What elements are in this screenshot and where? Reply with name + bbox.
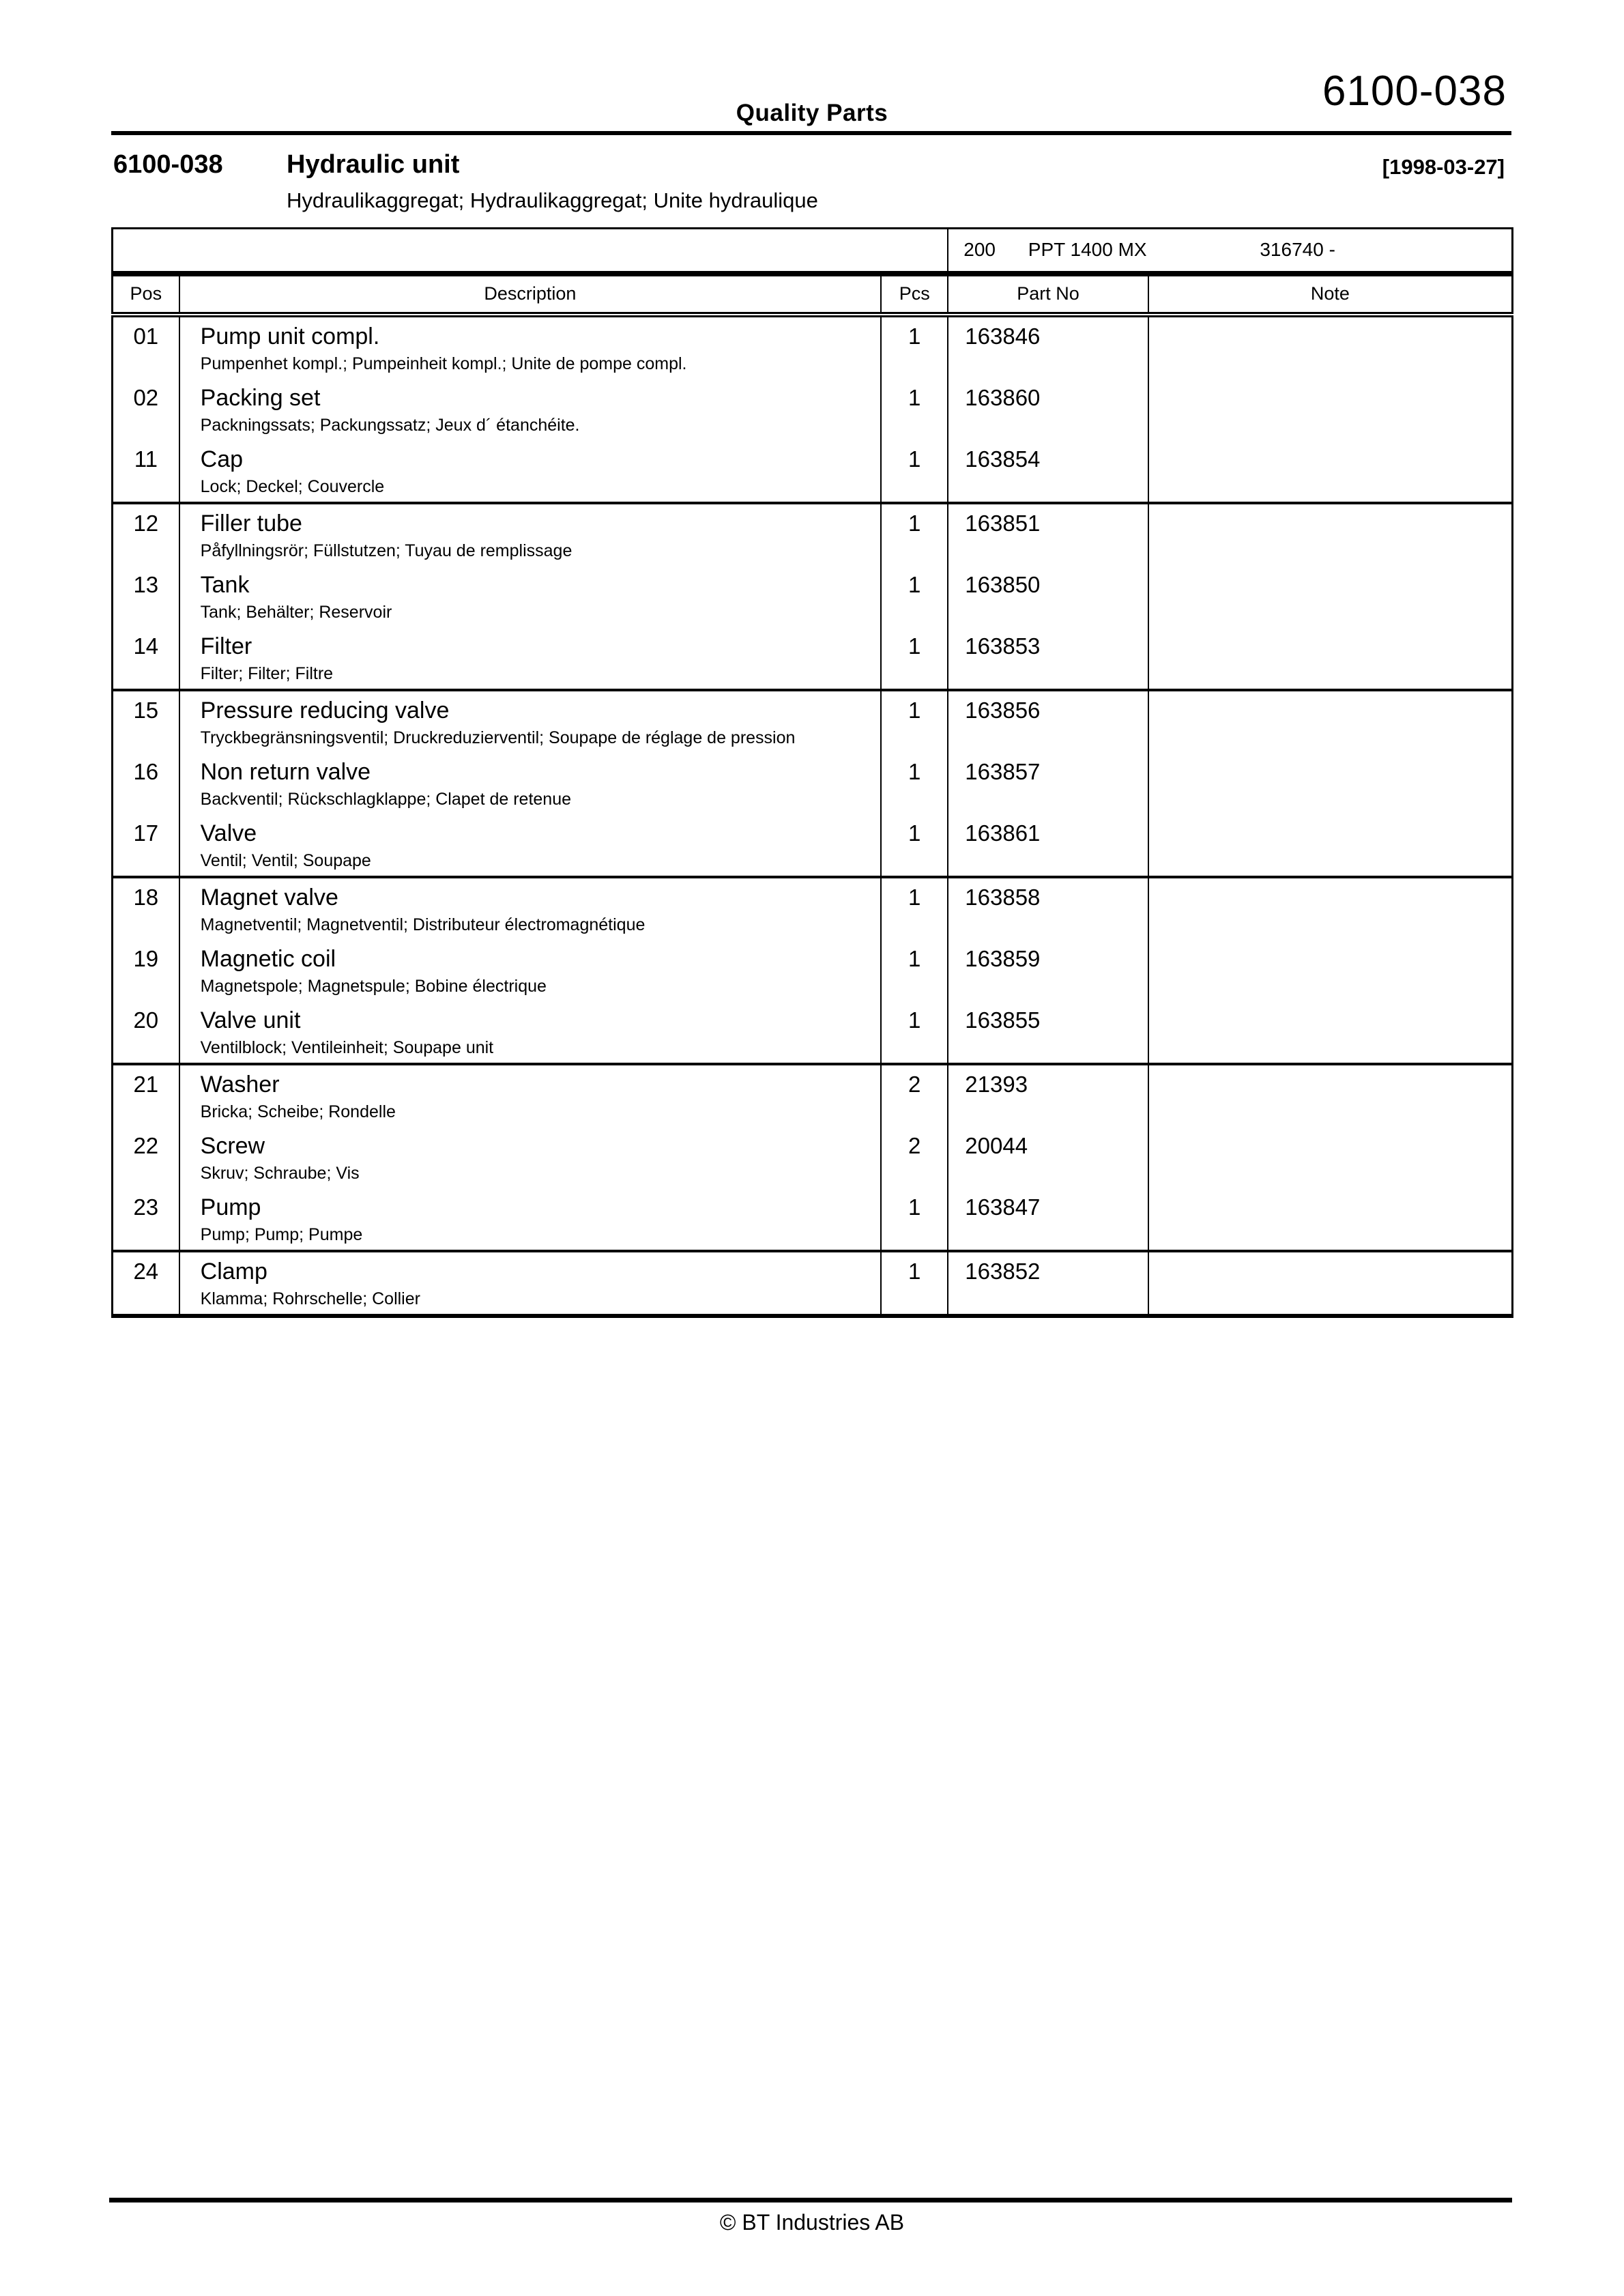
part-note bbox=[1148, 1127, 1513, 1188]
part-title: Screw bbox=[200, 1132, 265, 1159]
part-subtitle: Ventil; Ventil; Soupape bbox=[200, 850, 371, 870]
part-pcs: 1 bbox=[881, 940, 948, 1001]
part-description-cell bbox=[179, 440, 881, 503]
part-description-cell bbox=[179, 315, 881, 379]
part-subtitle: Tank; Behälter; Reservoir bbox=[200, 602, 392, 622]
part-pos: 20 bbox=[113, 1001, 179, 1064]
part-subtitle: Filter; Filter; Filtre bbox=[200, 663, 334, 683]
part-number: 163853 bbox=[948, 627, 1148, 690]
part-pos: 17 bbox=[113, 814, 179, 877]
part-title: Clamp bbox=[200, 1258, 267, 1285]
part-row bbox=[113, 690, 1513, 753]
part-note bbox=[1148, 1001, 1513, 1064]
part-title: Cap bbox=[200, 446, 244, 472]
section-heading bbox=[113, 150, 1511, 184]
part-description-cell bbox=[179, 1064, 881, 1127]
part-title: Pump bbox=[200, 1194, 261, 1220]
part-description-cell bbox=[179, 1188, 881, 1251]
part-pos: 13 bbox=[133, 571, 159, 597]
part-title: Tank bbox=[200, 571, 250, 598]
part-number: 163851 bbox=[948, 503, 1148, 566]
part-pos: 21 bbox=[133, 1071, 159, 1097]
part-row bbox=[113, 940, 1513, 1001]
part-pcs: 2 bbox=[881, 1127, 948, 1188]
parts-group bbox=[113, 503, 1513, 690]
page-header-title: Quality Parts bbox=[736, 100, 888, 126]
model-code: 200 bbox=[963, 239, 996, 261]
part-description-cell bbox=[179, 1127, 881, 1188]
part-pos: 01 bbox=[133, 323, 159, 349]
part-description-cell bbox=[179, 877, 881, 940]
part-subtitle: Skruv; Schraube; Vis bbox=[200, 1163, 360, 1183]
part-title: Filler tube bbox=[200, 510, 302, 536]
part-row bbox=[113, 1188, 1513, 1251]
part-subtitle: Ventilblock; Ventileinheit; Soupape unit bbox=[200, 1037, 494, 1057]
part-note bbox=[1148, 315, 1513, 379]
column-header-pos: Pos bbox=[113, 274, 179, 315]
part-note bbox=[1148, 1188, 1513, 1251]
part-subtitle: Bricka; Scheibe; Rondelle bbox=[200, 1102, 396, 1121]
part-pos: 11 bbox=[113, 440, 179, 503]
part-description-cell bbox=[179, 627, 881, 690]
part-row bbox=[113, 877, 1513, 940]
part-subtitle: Pump; Pump; Pumpe bbox=[200, 1224, 363, 1244]
section-title: Hydraulic unit bbox=[287, 150, 460, 179]
part-row bbox=[113, 503, 1513, 566]
part-subtitle: Magnetventil; Magnetventil; Distributeur électromagnétique bbox=[200, 915, 646, 934]
part-number: 163852 bbox=[948, 1251, 1148, 1316]
part-title: Filter bbox=[200, 633, 252, 659]
part-note bbox=[1148, 566, 1513, 627]
part-row bbox=[113, 814, 1513, 877]
part-note bbox=[1148, 877, 1513, 940]
part-pos: 16 bbox=[133, 758, 159, 784]
part-note bbox=[1148, 627, 1513, 690]
model-name: PPT 1400 MX bbox=[1028, 239, 1147, 261]
part-pcs: 1 bbox=[881, 315, 948, 379]
column-header-part-no: Part No bbox=[948, 274, 1148, 315]
part-note bbox=[1148, 940, 1513, 1001]
part-pcs: 1 bbox=[881, 814, 948, 877]
part-subtitle: Klamma; Rohrschelle; Collier bbox=[200, 1289, 420, 1308]
part-number: 163860 bbox=[948, 379, 1148, 440]
part-title: Washer bbox=[200, 1071, 280, 1097]
part-pcs: 1 bbox=[881, 440, 948, 503]
part-subtitle: Tryckbegränsningsventil; Druckreduzierventil; Soupape de réglage de pression bbox=[200, 728, 796, 747]
part-description-cell bbox=[179, 1001, 881, 1064]
part-pcs: 2 bbox=[881, 1064, 948, 1127]
part-number: 163854 bbox=[948, 440, 1148, 503]
part-row bbox=[113, 1064, 1513, 1127]
part-row bbox=[113, 379, 1513, 440]
part-row bbox=[113, 566, 1513, 627]
part-description-cell bbox=[179, 566, 881, 627]
part-pcs: 1 bbox=[881, 1188, 948, 1251]
part-pos: 24 bbox=[113, 1251, 179, 1316]
part-note bbox=[1148, 440, 1513, 503]
part-title: Pressure reducing valve bbox=[200, 697, 450, 723]
part-row bbox=[113, 440, 1513, 503]
parts-group bbox=[113, 1251, 1513, 1316]
part-title: Magnet valve bbox=[200, 884, 338, 910]
part-number: 163855 bbox=[948, 1001, 1148, 1064]
part-pos: 19 bbox=[133, 945, 159, 971]
part-row bbox=[113, 1001, 1513, 1064]
model-row-info-cell bbox=[948, 229, 1512, 274]
part-title: Valve bbox=[200, 820, 257, 846]
part-pcs: 1 bbox=[881, 690, 948, 753]
part-number: 163861 bbox=[948, 814, 1148, 877]
part-number: 163857 bbox=[948, 753, 1148, 814]
part-number: 163858 bbox=[948, 877, 1148, 940]
footer-rule bbox=[109, 2198, 1512, 2202]
part-subtitle: Påfyllningsrör; Füllstutzen; Tuyau de remplissage bbox=[200, 541, 572, 560]
model-row-empty-cell bbox=[113, 229, 948, 274]
part-row bbox=[113, 627, 1513, 690]
part-description-cell bbox=[179, 940, 881, 1001]
part-number: 163847 bbox=[948, 1188, 1148, 1251]
part-pcs: 1 bbox=[881, 627, 948, 690]
column-header-description: Description bbox=[179, 274, 881, 315]
parts-group bbox=[113, 315, 1513, 503]
part-note bbox=[1148, 753, 1513, 814]
part-pcs: 1 bbox=[881, 566, 948, 627]
part-note bbox=[1148, 503, 1513, 566]
part-pcs: 1 bbox=[881, 877, 948, 940]
parts-table-head bbox=[113, 229, 1513, 315]
parts-group bbox=[113, 877, 1513, 1064]
section-subtitle: Hydraulikaggregat; Hydraulikaggregat; Unite hydraulique bbox=[287, 188, 818, 212]
model-serial-range: 316740 - bbox=[1260, 239, 1335, 261]
part-pcs: 1 bbox=[881, 1001, 948, 1064]
part-pos: 12 bbox=[133, 510, 159, 536]
part-description-cell bbox=[179, 1251, 881, 1316]
column-header-row bbox=[113, 274, 1513, 315]
part-pos: 15 bbox=[133, 697, 159, 723]
part-pos: 23 bbox=[113, 1188, 179, 1251]
revision-date: [1998-03-27] bbox=[1382, 155, 1505, 179]
part-description-cell bbox=[179, 814, 881, 877]
part-description-cell bbox=[179, 753, 881, 814]
part-title: Packing set bbox=[200, 384, 321, 411]
part-note bbox=[1148, 814, 1513, 877]
part-pos: 22 bbox=[133, 1132, 159, 1158]
part-description-cell bbox=[179, 503, 881, 566]
part-pos: 18 bbox=[133, 884, 159, 910]
part-subtitle: Magnetspole; Magnetspule; Bobine électrique bbox=[200, 976, 547, 996]
parts-table bbox=[111, 227, 1513, 1318]
part-description-cell bbox=[179, 690, 881, 753]
parts-group bbox=[113, 1064, 1513, 1251]
part-number: 163859 bbox=[948, 940, 1148, 1001]
part-row bbox=[113, 753, 1513, 814]
part-note bbox=[1148, 690, 1513, 753]
part-number: 20044 bbox=[948, 1127, 1148, 1188]
column-header-note: Note bbox=[1148, 274, 1513, 315]
part-title: Valve unit bbox=[200, 1007, 301, 1033]
part-pcs: 1 bbox=[881, 753, 948, 814]
parts-group bbox=[113, 690, 1513, 877]
part-pcs: 1 bbox=[881, 1251, 948, 1316]
part-note bbox=[1148, 1064, 1513, 1127]
part-subtitle: Pumpenhet kompl.; Pumpeinheit kompl.; Unite de pompe compl. bbox=[200, 354, 687, 373]
part-number: 163846 bbox=[948, 315, 1148, 379]
model-row bbox=[113, 229, 1513, 274]
part-row bbox=[113, 1127, 1513, 1188]
part-description-cell bbox=[179, 379, 881, 440]
header-rule bbox=[111, 131, 1511, 135]
part-title: Pump unit compl. bbox=[200, 323, 380, 349]
part-row bbox=[113, 1251, 1513, 1316]
part-note bbox=[1148, 379, 1513, 440]
part-number: 163856 bbox=[948, 690, 1148, 753]
document-number-large: 6100-038 bbox=[1322, 68, 1507, 115]
part-title: Magnetic coil bbox=[200, 945, 336, 972]
part-note bbox=[1148, 1251, 1513, 1316]
part-subtitle: Lock; Deckel; Couvercle bbox=[200, 476, 385, 496]
part-number: 163850 bbox=[948, 566, 1148, 627]
part-number: 21393 bbox=[948, 1064, 1148, 1127]
part-title: Non return valve bbox=[200, 758, 371, 785]
section-code: 6100-038 bbox=[113, 150, 223, 179]
part-pos: 02 bbox=[133, 384, 159, 410]
part-subtitle: Packningssats; Packungssatz; Jeux d´ étanchéite. bbox=[200, 415, 580, 435]
footer-copyright: © BT Industries AB bbox=[719, 2210, 905, 2235]
part-pcs: 1 bbox=[881, 379, 948, 440]
part-pcs: 1 bbox=[881, 503, 948, 566]
part-pos: 14 bbox=[113, 627, 179, 690]
part-subtitle: Backventil; Rückschlagklappe; Clapet de retenue bbox=[200, 789, 572, 809]
part-row bbox=[113, 315, 1513, 379]
column-header-pcs: Pcs bbox=[881, 274, 948, 315]
